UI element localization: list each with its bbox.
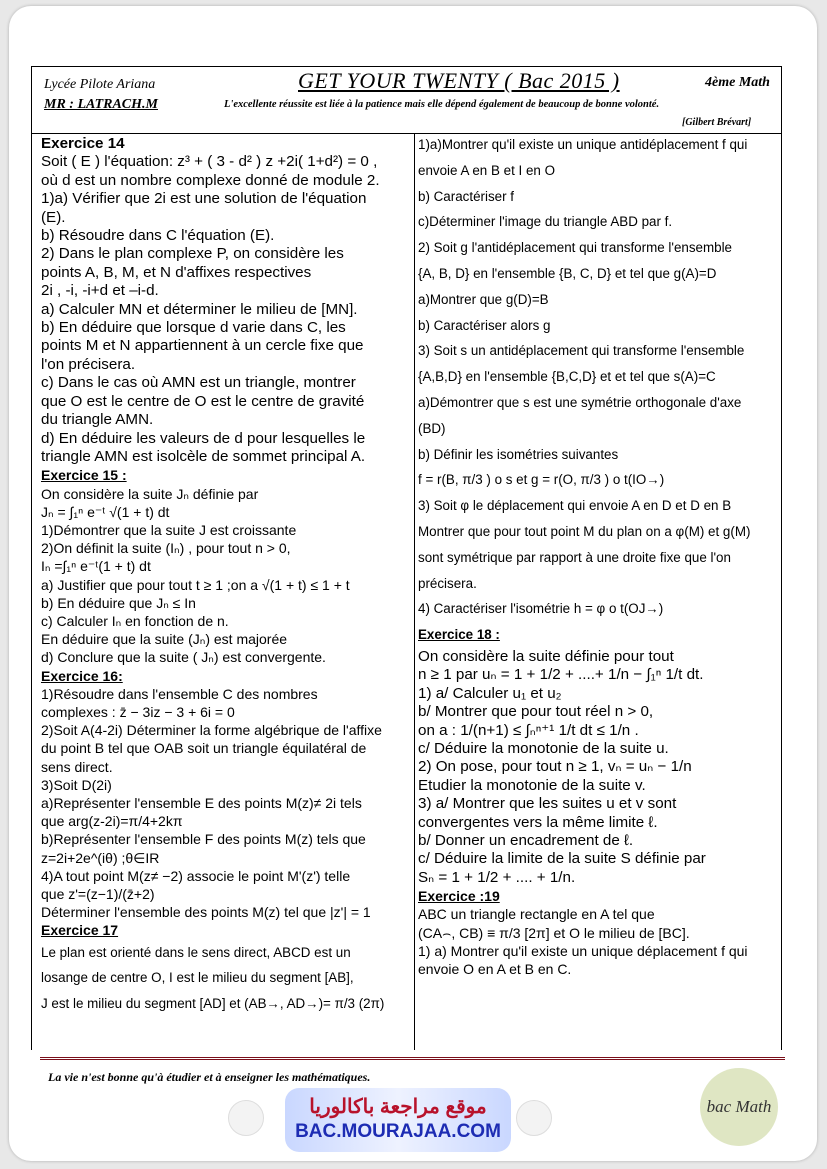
left-line: Exercice 15 : (41, 467, 127, 484)
right-line: c/ Déduire la limite de la suite S définie par (418, 850, 706, 868)
left-line: d) En déduire les valeurs de d pour lesquelles le (41, 429, 366, 447)
header-quote: L'excellente réussite est liée à la patience mais elle dépend également de beaucoup de bonne volonté. (224, 99, 660, 110)
right-line: ABC un triangle rectangle en A tel que (418, 906, 655, 923)
right-line: On considère la suite définie pour tout (418, 647, 674, 665)
right-line: Exercice :19 (418, 888, 500, 905)
left-line: Exercice 17 (41, 922, 119, 939)
left-line: 2) Dans le plan complexe P, on considère les (41, 245, 344, 263)
right-line: {A, B, D} en l'ensemble {B, C, D} et tel que g(A)=D (418, 265, 717, 281)
frame-right-border (781, 66, 782, 1050)
left-line: b)Représenter l'ensemble F des points M(z) tels que (41, 831, 366, 848)
left-line: Soit ( E ) l'équation: z³ + ( 3 - d² ) z +2i( 1+d²) = 0 , (41, 153, 378, 171)
school-logo-icon (228, 1100, 264, 1136)
teacher-name: MR : LATRACH.M (44, 97, 158, 112)
left-line: Le plan est orienté dans le sens direct, ABCD est un (41, 944, 351, 960)
left-line: 1)Démontrer que la suite J est croissante (41, 521, 297, 538)
right-line: b/ Donner un encadrement de ℓ. (418, 832, 634, 849)
left-line: Exercice 14 (41, 135, 125, 152)
right-line: a)Montrer que g(D)=B (418, 291, 549, 307)
left-line: 3)Soit D(2i) (41, 776, 112, 793)
right-line: 2) Soit g l'antidéplacement qui transforme l'ensemble (418, 240, 733, 256)
site-arabic: موقع مراجعة باكالوريا (309, 1096, 487, 1118)
left-line: z=2i+2e^(iθ) ;θ∈IR (41, 849, 160, 866)
left-line: que O est le centre de O est le centre de gravité (41, 392, 365, 410)
footer-quote: La vie n'est bonne qu'à étudier et à enseigner les mathématiques. (48, 1070, 371, 1084)
left-line: b) Résoudre dans C l'équation (E). (41, 227, 275, 245)
quote-author: [Gilbert Brévart] (682, 117, 752, 128)
left-line: du triangle AMN. (41, 411, 154, 429)
right-line: 4) Caractériser l'isométrie h = φ o t(OJ→) (418, 601, 664, 617)
right-line: Etudier la monotonie de la suite v. (418, 776, 646, 794)
left-line: J est le milieu du segment [AD] et (AB→, AD→)= π/3 (2π) (41, 996, 385, 1012)
left-line: où d est un nombre complexe donné de module 2. (41, 171, 380, 189)
right-line: (CA⌢, CB) ≡ π/3 [2π] et O le milieu de [BC]. (418, 924, 690, 941)
left-line: 2i , -i, -i+d et –i-d. (41, 282, 159, 300)
left-line: 2)Soit A(4-2i) Déterminer la forme algébrique de l'affixe (41, 722, 382, 739)
right-line: b) Définir les isométries suivantes (418, 446, 619, 462)
left-line: c) Calculer Iₙ en fonction de n. (41, 612, 229, 629)
bac-math-logo: bac Math (700, 1068, 778, 1146)
school-name: Lycée Pilote Ariana (44, 77, 156, 92)
left-line: (E). (41, 208, 66, 226)
frame-left-border (31, 66, 32, 1050)
right-line: a)Démontrer que s est une symétrie orthogonale d'axe (418, 394, 742, 410)
right-line: c)Déterminer l'image du triangle ABD par f. (418, 214, 673, 230)
site-url[interactable]: BAC.MOURAJAA.COM (295, 1121, 501, 1142)
right-line: Exercice 18 : (418, 627, 500, 643)
left-line: 1)a) Vérifier que 2i est une solution de l'équation (41, 190, 367, 208)
left-line: a) Justifier que pour tout t ≥ 1 ;on a √(1 + t) ≤ 1 + t (41, 576, 350, 593)
right-line: b) Caractériser f (418, 188, 514, 204)
left-line: b) En déduire que Jₙ ≤ In (41, 594, 196, 611)
left-line: Iₙ =∫₁ⁿ e⁻ᵗ(1 + t) dt (41, 558, 151, 575)
right-line: précisera. (418, 575, 477, 591)
left-line: b) En déduire que lorsque d varie dans C, les (41, 319, 346, 337)
left-line: 1)Résoudre dans l'ensemble C des nombres (41, 685, 318, 702)
left-line: sens direct. (41, 758, 113, 775)
left-line: 2)On définit la suite (Iₙ) , pour tout n > 0, (41, 540, 291, 557)
left-line: triangle AMN est isolcèle de sommet principal A. (41, 447, 366, 465)
right-line: envoie A en B et I en O (418, 162, 555, 178)
right-line: f = r(B, π/3 ) o s et g = r(O, π/3 ) o t(IO→) (418, 472, 665, 488)
right-line: 3) a/ Montrer que les suites u et v sont (418, 795, 677, 813)
left-line: Jₙ = ∫₁ⁿ e⁻ᵗ √(1 + t) dt (41, 503, 170, 520)
right-line: 3) Soit s un antidéplacement qui transforme l'ensemble (418, 343, 745, 359)
right-line: {A,B,D} en l'ensemble {B,C,D} et et tel que s(A)=C (418, 369, 716, 385)
footer-rule (40, 1057, 785, 1060)
right-line: c/ Déduire la monotonie de la suite u. (418, 739, 669, 757)
left-line: On considère la suite Jₙ définie par (41, 485, 259, 502)
left-line: a)Représenter l'ensemble E des points M(z)≠ 2i tels (41, 794, 362, 811)
left-column (41, 135, 411, 1017)
right-line: envoie O en A et B en C. (418, 961, 572, 978)
column-divider (414, 133, 415, 1050)
right-line: sont symétrique par rapport à une droite fixe que l'on (418, 549, 731, 565)
right-line: 2) On pose, pour tout n ≥ 1, vₙ = uₙ − 1/n (418, 758, 692, 776)
left-line: que z'=(z−1)/(z̄+2) (41, 885, 155, 902)
right-column (418, 132, 778, 978)
right-line: convergentes vers la même limite ℓ. (418, 813, 658, 831)
right-line: (BD) (418, 420, 446, 436)
frame-top-border (31, 66, 781, 67)
page-title: GET YOUR TWENTY ( Bac 2015 ) (298, 68, 620, 93)
right-line: b) Caractériser alors g (418, 317, 551, 333)
left-line: d) Conclure que la suite ( Jₙ) est convergente. (41, 649, 326, 666)
level-label: 4ème Math (705, 75, 770, 90)
right-line: n ≥ 1 par uₙ = 1 + 1/2 + ....+ 1/n − ∫₁ⁿ 1/t dt. (418, 666, 704, 684)
left-line: complexes : z̄ − 3iz − 3 + 6i = 0 (41, 703, 235, 720)
right-line: 1)a)Montrer qu'il existe un unique antidéplacement f qui (418, 137, 748, 152)
left-line: Exercice 16: (41, 667, 123, 684)
right-line: 1) a/ Calculer u₁ et u₂ (418, 684, 562, 702)
left-line: l'on précisera. (41, 355, 136, 373)
right-line: 1) a) Montrer qu'il existe un unique déplacement f qui (418, 942, 748, 959)
left-line: 4)A tout point M(z≠ −2) associe le point M'(z') telle (41, 867, 351, 884)
left-line: que arg(z-2i)=π/4+2kπ (41, 813, 183, 830)
left-line: points A, B, M, et N d'affixes respectives (41, 263, 312, 281)
right-line: 3) Soit φ le déplacement qui envoie A en D et D en B (418, 498, 732, 514)
site-badge[interactable] (285, 1088, 511, 1152)
right-line: b/ Montrer que pour tout réel n > 0, (418, 703, 654, 721)
left-line: Déterminer l'ensemble des points M(z) tel que |z'| = 1 (41, 904, 371, 921)
left-line: c) Dans le cas où AMN est un triangle, montrer (41, 374, 356, 392)
right-line: Sₙ = 1 + 1/2 + .... + 1/n. (418, 868, 576, 886)
left-line: du point B tel que OAB soit un triangle équilatéral de (41, 740, 367, 757)
right-line: on a : 1/(n+1) ≤ ∫ₙⁿ⁺¹ 1/t dt ≤ 1/n . (418, 721, 639, 739)
school-logo-icon-2 (516, 1100, 552, 1136)
left-line: points M et N appartiennent à un cercle fixe que (41, 337, 364, 355)
right-line: Montrer que pour tout point M du plan on a φ(M) et g(M) (418, 523, 751, 539)
left-line: losange de centre O, I est le milieu du segment [AB], (41, 970, 354, 986)
left-line: a) Calculer MN et déterminer le milieu de [MN]. (41, 300, 358, 318)
left-line: En déduire que la suite (Jₙ) est majorée (41, 631, 288, 648)
